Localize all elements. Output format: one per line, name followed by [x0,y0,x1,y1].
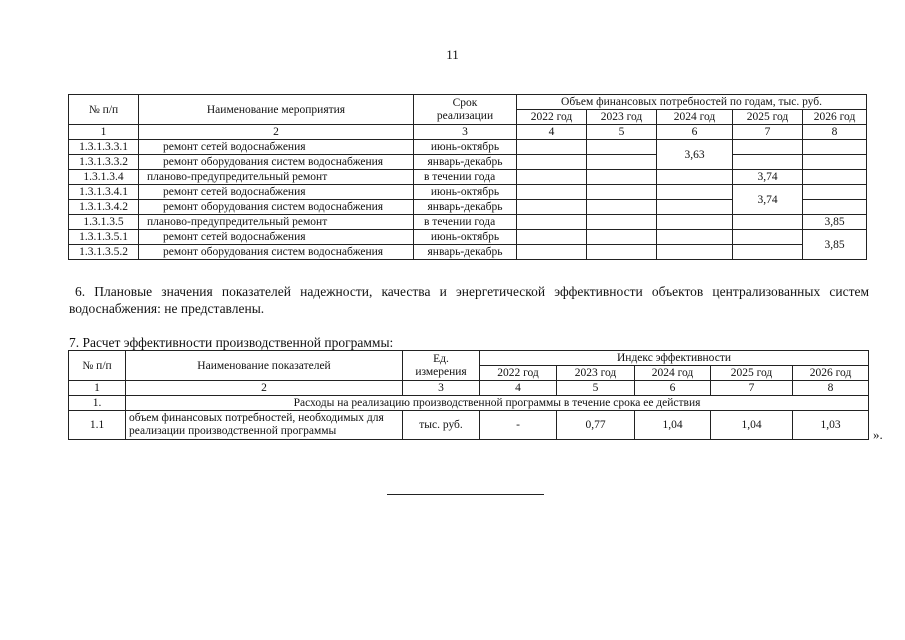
row-term: январь-декабрь [414,245,517,260]
row-num: 1.3.1.3.4.2 [69,200,139,215]
col-number: 4 [517,125,587,140]
table-row [69,230,867,245]
value-cell [733,230,803,245]
row-num: 1.1 [69,411,126,440]
value-cell [657,215,733,230]
closing-quote: ». [873,427,883,442]
row-term: июнь-октябрь [414,140,517,155]
col-number: 2 [126,381,403,396]
value-cell [803,170,867,185]
value-cell [517,140,587,155]
header-unit-line2: измерения [415,365,467,378]
value-cell: 1,04 [711,411,793,440]
value-cell [733,215,803,230]
value-cell [733,245,803,260]
header-name: Наименование мероприятия [139,95,414,125]
row-name: объем финансовых потребностей, необходимых для реализации производственной программы [126,411,403,440]
row-term: январь-декабрь [414,200,517,215]
footnote-divider [387,494,544,495]
header-name: Наименование показателей [126,351,403,381]
row-term: июнь-октябрь [414,185,517,200]
value-cell: 1,04 [635,411,711,440]
row-num: 1. [69,396,126,411]
value-cell: - [480,411,557,440]
row-num: 1.3.1.3.3.2 [69,155,139,170]
header-volume: Объем финансовых потребностей по годам, тыс. руб. [517,95,867,110]
row-name: планово-предупредительный ремонт [139,170,414,185]
value-cell: 3,74 [733,185,803,215]
row-name: планово-предупредительный ремонт [139,215,414,230]
row-term: июнь-октябрь [414,230,517,245]
header-year: 2022 год [517,110,587,125]
value-cell [657,230,733,245]
value-cell [587,140,657,155]
table-row [69,215,867,230]
value-cell [517,185,587,200]
page-number: 11 [446,47,459,62]
row-num: 1.3.1.3.5.2 [69,245,139,260]
header-unit-line1: Ед. [433,352,449,365]
header-year: 2023 год [557,366,635,381]
header-term-line2: реализации [436,109,494,122]
row-term: в течении года [414,215,517,230]
col-number: 4 [480,381,557,396]
value-cell [803,140,867,155]
col-number: 3 [414,125,517,140]
value-cell [517,245,587,260]
value-cell [587,230,657,245]
value-cell [657,245,733,260]
row-num: 1.3.1.3.3.1 [69,140,139,155]
efficiency-table [68,350,869,440]
value-cell [733,155,803,170]
table-row [69,411,869,440]
header-year: 2026 год [793,366,869,381]
row-term: январь-декабрь [414,155,517,170]
value-cell [517,155,587,170]
value-cell [587,200,657,215]
value-cell [657,170,733,185]
section-7-title: 7. Расчет эффективности производственной программы: [69,335,394,350]
col-number: 8 [803,125,867,140]
value-cell [803,185,867,200]
col-number: 2 [139,125,414,140]
col-number: 7 [711,381,793,396]
value-cell [587,245,657,260]
value-cell [733,140,803,155]
row-name: ремонт оборудования систем водоснабжения [139,245,414,260]
header-term-line1: Срок [452,96,478,109]
value-cell: 0,77 [557,411,635,440]
col-number: 8 [793,381,869,396]
value-cell: 3,85 [803,215,867,230]
header-year: 2024 год [657,110,733,125]
value-cell [587,215,657,230]
row-text: Расходы на реализацию производственной программы в течение срока ее действия [126,396,869,411]
header-num: № п/п [69,351,126,381]
value-cell [587,170,657,185]
value-cell: 1,03 [793,411,869,440]
section-6-text: 6. Плановые значения показателей надежности, качества и энергетической эффективности объектов централизованных систем водоснабжения: не представлены. [69,284,869,316]
header-unit [403,351,480,381]
col-number: 6 [635,381,711,396]
value-cell [803,200,867,215]
col-number: 1 [69,125,139,140]
col-number: 7 [733,125,803,140]
value-cell [657,200,733,215]
col-number: 5 [587,125,657,140]
header-year: 2025 год [711,366,793,381]
value-cell: 3,74 [733,170,803,185]
value-cell [657,185,733,200]
table-row [69,396,869,411]
value-cell [517,230,587,245]
row-term: в течении года [414,170,517,185]
header-year: 2024 год [635,366,711,381]
header-term [414,95,517,125]
col-number: 5 [557,381,635,396]
row-name: ремонт оборудования систем водоснабжения [139,155,414,170]
section-6-paragraph [69,283,869,317]
row-name: ремонт сетей водоснабжения [139,140,414,155]
table-row [69,155,867,170]
value-cell [517,200,587,215]
row-num: 1.3.1.3.4 [69,170,139,185]
col-number: 3 [403,381,480,396]
header-year: 2022 год [480,366,557,381]
financial-needs-table [68,94,867,260]
col-number: 6 [657,125,733,140]
value-cell [587,185,657,200]
header-num: № п/п [69,95,139,125]
value-cell [587,155,657,170]
table-row [69,170,867,185]
header-year: 2023 год [587,110,657,125]
table-row [69,140,867,155]
row-name: ремонт сетей водоснабжения [139,185,414,200]
header-year: 2025 год [733,110,803,125]
row-name: ремонт оборудования систем водоснабжения [139,200,414,215]
table-row [69,185,867,200]
value-cell: 3,63 [657,140,733,170]
row-num: 1.3.1.3.5.1 [69,230,139,245]
value-cell [517,170,587,185]
header-index: Индекс эффективности [480,351,869,366]
value-cell [517,215,587,230]
value-cell [803,155,867,170]
row-unit: тыс. руб. [403,411,480,440]
header-year: 2026 год [803,110,867,125]
value-cell: 3,85 [803,230,867,260]
table-row [69,245,867,260]
row-num: 1.3.1.3.4.1 [69,185,139,200]
row-num: 1.3.1.3.5 [69,215,139,230]
col-number: 1 [69,381,126,396]
row-name: ремонт сетей водоснабжения [139,230,414,245]
